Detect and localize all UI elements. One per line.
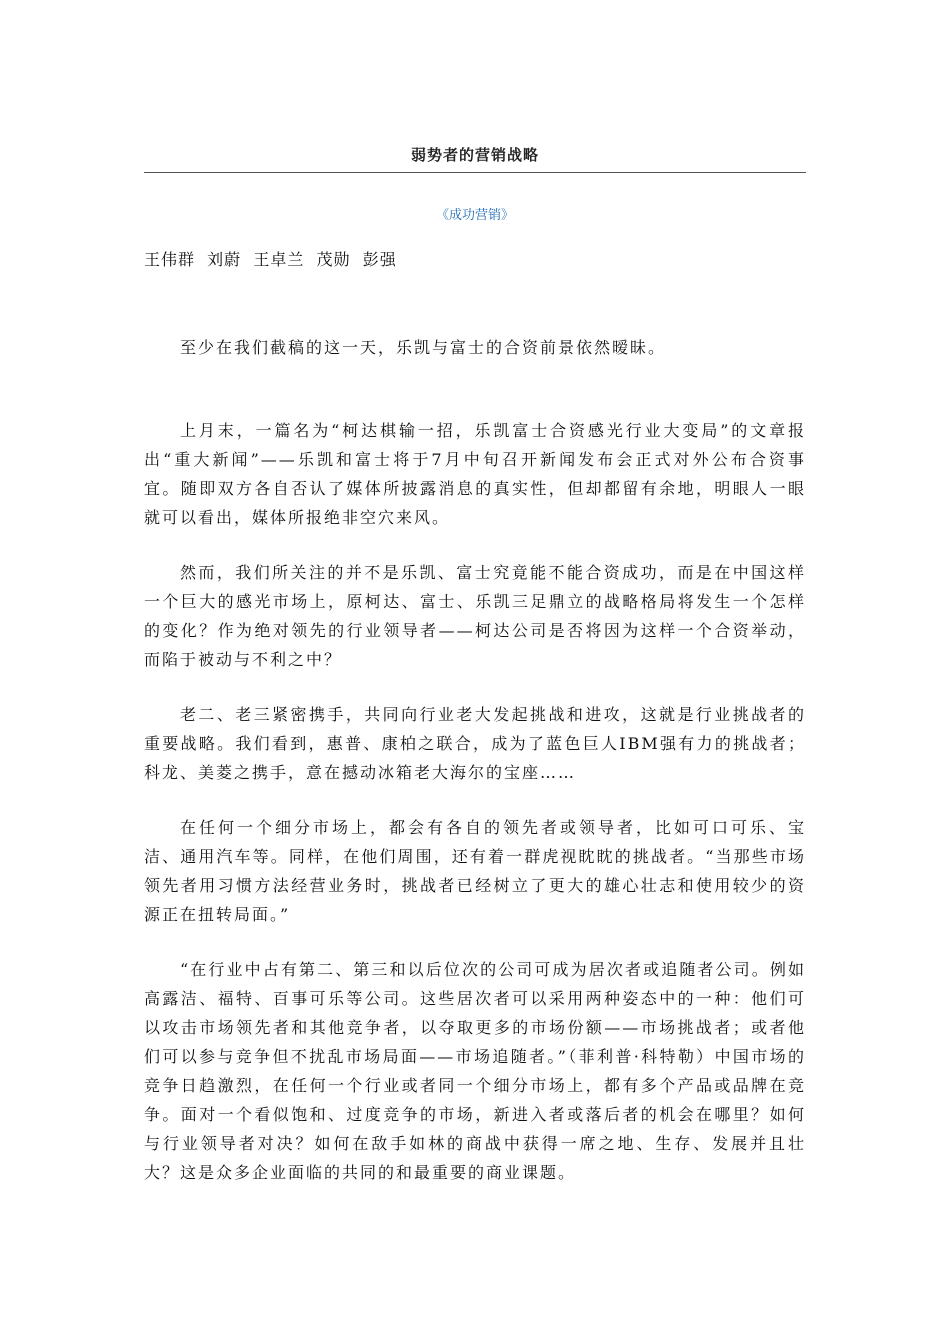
article-title: 弱势者的营销战略: [410, 146, 539, 164]
title-divider: [144, 172, 806, 173]
paragraph-1: 至少在我们截稿的这一天，乐凯与富士的合资前景依然暧昧。: [180, 338, 667, 357]
paragraph-3: 然而，我们所关注的并不是乐凯、富士究竟能不能合资成功，而是在中国这样一个巨大的感光市场上，原柯达、富士、乐凯三足鼎立的战略格局将发生一个怎样的变化？作为绝对领先的行业领导者——柯达公司是否将因为这样一个合资举动，而陷于被动与不利之中？: [144, 563, 806, 669]
author-list: 王伟群 刘蔚 王卓兰 茂勋 彭强: [144, 250, 397, 269]
paragraph-5: 在任何一个细分市场上，都会有各自的领先者或领导者，比如可口可乐、宝洁、通用汽车等。同样，在他们周围，还有着一群虎视眈眈的挑战者。“当那些市场领先者用习惯方法经营业务时，挑战者已经树立了更大的雄心壮志和使用较少的资源正在扭转局面。”: [144, 818, 806, 924]
source-publication: 《成功营销》: [435, 208, 514, 223]
paragraph-4: 老二、老三紧密携手，共同向行业老大发起挑战和进攻，这就是行业挑战者的重要战略。我们看到，惠普、康柏之联合，成为了蓝色巨人IBM强有力的挑战者；科龙、美菱之携手，意在撼动冰箱老大海尔的宝座……: [144, 705, 806, 782]
article-body: [144, 333, 806, 1187]
paragraph-6: “在行业中占有第二、第三和以后位次的公司可成为居次者或追随者公司。例如高露洁、福特、百事可乐等公司。这些居次者可以采用两种姿态中的一种：他们可以攻击市场领先者和其他竞争者，以夺取更多的市场份额——市场挑战者；或者他们可以参与竞争但不扰乱市场局面——市场追随者。”（菲利普·科特勒）中国市场的竞争日趋激烈，在任何一个行业或者同一个细分市场上，都有多个产品或品牌在竞争。面对一个看似饱和、过度竞争的市场，新进入者或落后者的机会在哪里？如何与行业领导者对决？如何在敌手如林的商战中获得一席之地、生存、发展并且壮大？这是众多企业面临的共同的和最重要的商业课题。: [144, 960, 806, 1182]
paragraph-2: 上月末，一篇名为“柯达棋输一招，乐凯富士合资感光行业大变局”的文章报出“重大新闻”——乐凯和富士将于7月中旬召开新闻发布会正式对外公布合资事宜。随即双方各自否认了媒体所披露消息的真实性，但却都留有余地，明眼人一眼就可以看出，媒体所报绝非空穴来风。: [144, 421, 806, 527]
